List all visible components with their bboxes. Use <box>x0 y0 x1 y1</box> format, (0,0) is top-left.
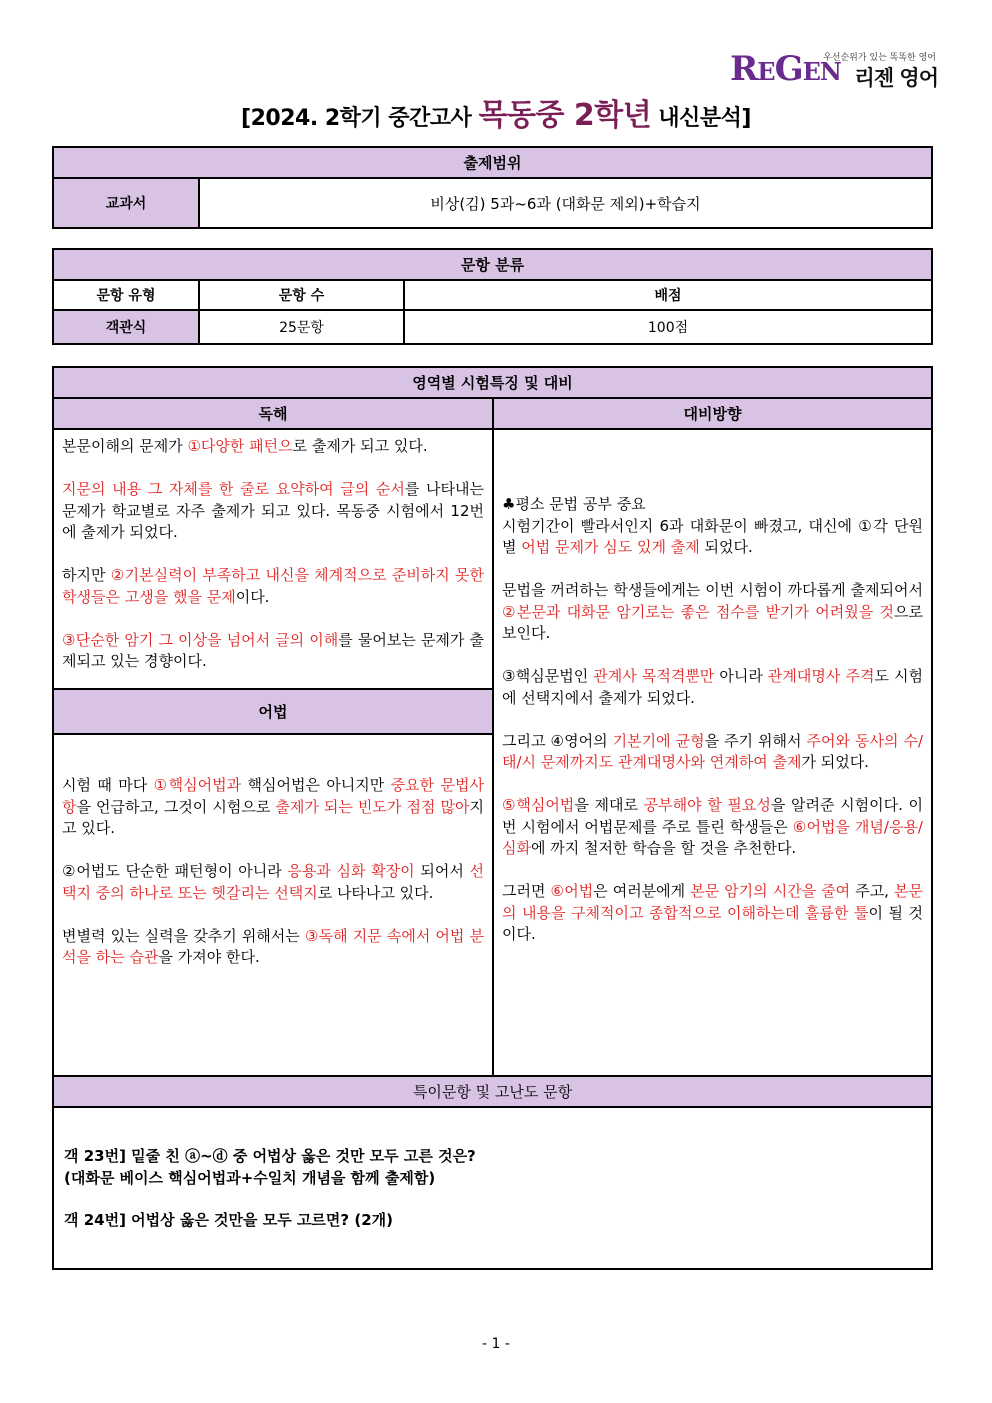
row-count: 25문항 <box>199 310 404 344</box>
highlight-text: ②기본실력이 부족하고 내신을 체계적으로 준비하지 못한 학생들은 고생을 했을 문제 <box>62 566 484 606</box>
highlight-text: ⑤핵심어법 <box>502 796 575 814</box>
body-text: 하지만 <box>62 566 111 584</box>
special-item-23: 객 23번] 밑줄 친 ⓐ~ⓓ 중 어법상 옳은 것만 모두 고른 것은? <box>64 1147 476 1165</box>
highlight-text: 기본기에 균형 <box>612 731 705 750</box>
highlight-text: 응용과 심화 확장이 <box>287 862 415 880</box>
highlight-text: 중요한 문법사항 <box>62 776 484 816</box>
body-text: 가 되었다. <box>801 753 869 771</box>
special-item-23-note: (대화문 베이스 핵심어법과+수일치 개념을 함께 출제함) <box>64 1168 436 1187</box>
scope-header: 출제범위 <box>53 147 932 178</box>
highlight-text: 선택지 중의 하나로 또는 헷갈리는 선택지 <box>62 862 484 902</box>
body-text: 시험 때 마다 <box>62 776 154 794</box>
title-prefix: [2024. 2학기 중간고사 <box>241 106 472 131</box>
paragraph <box>502 795 923 860</box>
body-text: 를 나타내는 문제가 학교별로 자주 출제가 되고 있다. 목동중 시험에서 12번에 출제가 되었다. <box>62 480 484 541</box>
special-header: 특이문항 및 고난도 문항 <box>53 1076 932 1107</box>
body-text: 도 시험에 선택지에서 출제가 되었다. <box>502 667 923 707</box>
reading-header: 독해 <box>53 398 493 429</box>
highlight-text: ⑥어법을 개념/응용/심화 <box>502 817 923 857</box>
classification-table <box>52 248 933 345</box>
paragraph <box>62 926 484 969</box>
body-text: 을 주기 위해서 <box>704 731 807 750</box>
body-text: 을 언급하고, 그것이 시험으로 <box>76 797 276 816</box>
prep-paragraphs <box>502 494 923 946</box>
body-text: 을 제대로 <box>574 796 644 814</box>
row-score: 100점 <box>404 310 932 344</box>
highlight-text: ③독해 지문 속에서 어법 분석을 하는 습관 <box>62 926 484 966</box>
body-text: 문법을 꺼려하는 학생들에게는 이번 시험이 까다롭게 출제되어서 <box>502 581 923 599</box>
special-item-24: 객 24번] 어법상 옳은 것만을 모두 고르면? (2개) <box>64 1211 393 1229</box>
highlight-text: ①핵심어법과 <box>153 776 242 794</box>
highlight-text: 본문 암기의 시간을 줄여 <box>690 882 851 900</box>
body-text: 로 출제가 되고 있다. <box>292 437 428 455</box>
reading-paragraphs <box>62 436 484 673</box>
grammar-paragraphs <box>62 775 484 969</box>
body-text: 핵심어법은 아니지만 <box>241 776 391 794</box>
body-text: 를 물어보는 문제가 출제되고 있는 경향이다. <box>62 630 484 670</box>
body-text: 지고 있다. <box>62 797 484 837</box>
col-type: 문항 유형 <box>53 280 199 310</box>
highlight-text: 관계사 목적격뿐만 <box>593 667 715 685</box>
paragraph <box>62 775 484 840</box>
prep-content <box>493 429 932 1076</box>
body-text: 아니라 <box>714 667 768 685</box>
reading-content <box>53 429 493 689</box>
highlight-text: ⑥어법 <box>550 882 594 900</box>
col-count: 문항 수 <box>199 280 404 310</box>
body-text: 으로 보인다. <box>502 602 923 642</box>
grammar-content <box>53 734 493 1076</box>
paragraph <box>502 731 923 774</box>
scope-label: 교과서 <box>53 178 199 228</box>
body-text: 에 까지 철저한 학습을 할 것을 추천한다. <box>530 839 797 857</box>
logo-korean: 리젠 영어 <box>854 66 938 90</box>
body-text: 변별력 있는 실력을 갖추기 위해서는 <box>62 926 305 945</box>
classification-header: 문항 분류 <box>53 249 932 280</box>
body-text: 되어서 <box>414 862 470 880</box>
grammar-header: 어법 <box>53 689 493 734</box>
logo-tagline: 우선순위가 있는 똑똑한 영어 <box>823 53 936 63</box>
col-score: 배점 <box>404 280 932 310</box>
paragraph <box>62 630 484 673</box>
highlight-text: ①다양한 패턴으 <box>187 437 293 455</box>
analysis-header: 영역별 시험특징 및 대비 <box>53 367 932 398</box>
body-text: ②어법도 단순한 패턴형이 아니라 <box>62 862 288 880</box>
paragraph <box>502 494 923 559</box>
paragraph <box>502 666 923 709</box>
body-text: 을 가져야 한다. <box>158 948 260 966</box>
body-text: 그러면 <box>502 882 551 900</box>
paragraph <box>62 436 484 458</box>
special-content <box>53 1107 932 1269</box>
logo <box>730 46 940 90</box>
paragraph <box>62 479 484 544</box>
body-text: 본문이해의 문제가 <box>62 437 188 455</box>
body-text: 시험기간이 빨라서인지 6과 대화문이 빠졌고, 대신에 ①각 단원별 <box>502 516 923 556</box>
paragraph <box>62 565 484 608</box>
logo-mark: REGEN <box>730 49 841 89</box>
page-number: - 1 - <box>482 1336 510 1352</box>
scope-value: 비상(김) 5과~6과 (대화문 제외)+학습지 <box>199 178 932 228</box>
body-text: 되었다. <box>699 538 753 556</box>
body-text: 은 여러분에게 <box>593 882 691 900</box>
body-text: ③핵심문법인 <box>502 667 594 685</box>
paragraph <box>62 861 484 904</box>
body-text: 이다. <box>235 587 270 606</box>
page-title <box>0 90 992 134</box>
row-type: 객관식 <box>53 310 199 344</box>
paragraph <box>502 580 923 645</box>
body-text: ♣평소 문법 공부 중요 <box>502 495 646 513</box>
highlight-text: ②본문과 대화문 암기로는 좋은 점수를 받기가 어려웠을 것 <box>502 602 895 621</box>
body-text: 로 나타나고 있다. <box>317 883 434 902</box>
highlight-text: 관계대명사 주격 <box>767 667 875 685</box>
body-text: 을 알려준 시험이다. 이번 시험에서 어법문제를 주로 틀린 학생들은 <box>502 796 923 836</box>
body-text: 이 될 것이다. <box>502 903 923 943</box>
highlight-text: 지문의 내용 그 자체를 한 줄로 요약하여 글의 순서 <box>62 480 405 498</box>
highlight-text: 본문의 내용을 구체적이고 종합적으로 이해하는데 훌륭한 툴 <box>502 882 923 922</box>
highlight-text: ③단순한 암기 그 이상을 넘어서 글의 이해 <box>62 630 339 649</box>
highlight-text: 공부해야 할 필요성 <box>643 796 771 814</box>
highlight-text: 출제가 되는 빈도가 점점 많아 <box>275 797 470 816</box>
paragraph <box>502 881 923 946</box>
body-text: 주고, <box>850 882 894 900</box>
title-highlight: 목동중 2학년 <box>478 98 652 133</box>
title-suffix: 내신분석] <box>658 106 751 131</box>
analysis-table <box>52 366 933 1270</box>
prep-header: 대비방향 <box>493 398 932 429</box>
scope-table <box>52 146 933 229</box>
highlight-text: 어법 문제가 심도 있게 출제 <box>521 538 700 556</box>
highlight-text: 주어와 동사의 수/태/시 문제까지도 관계대명사와 연계하여 출제 <box>502 731 923 771</box>
body-text: 그리고 ④영어의 <box>502 731 613 750</box>
